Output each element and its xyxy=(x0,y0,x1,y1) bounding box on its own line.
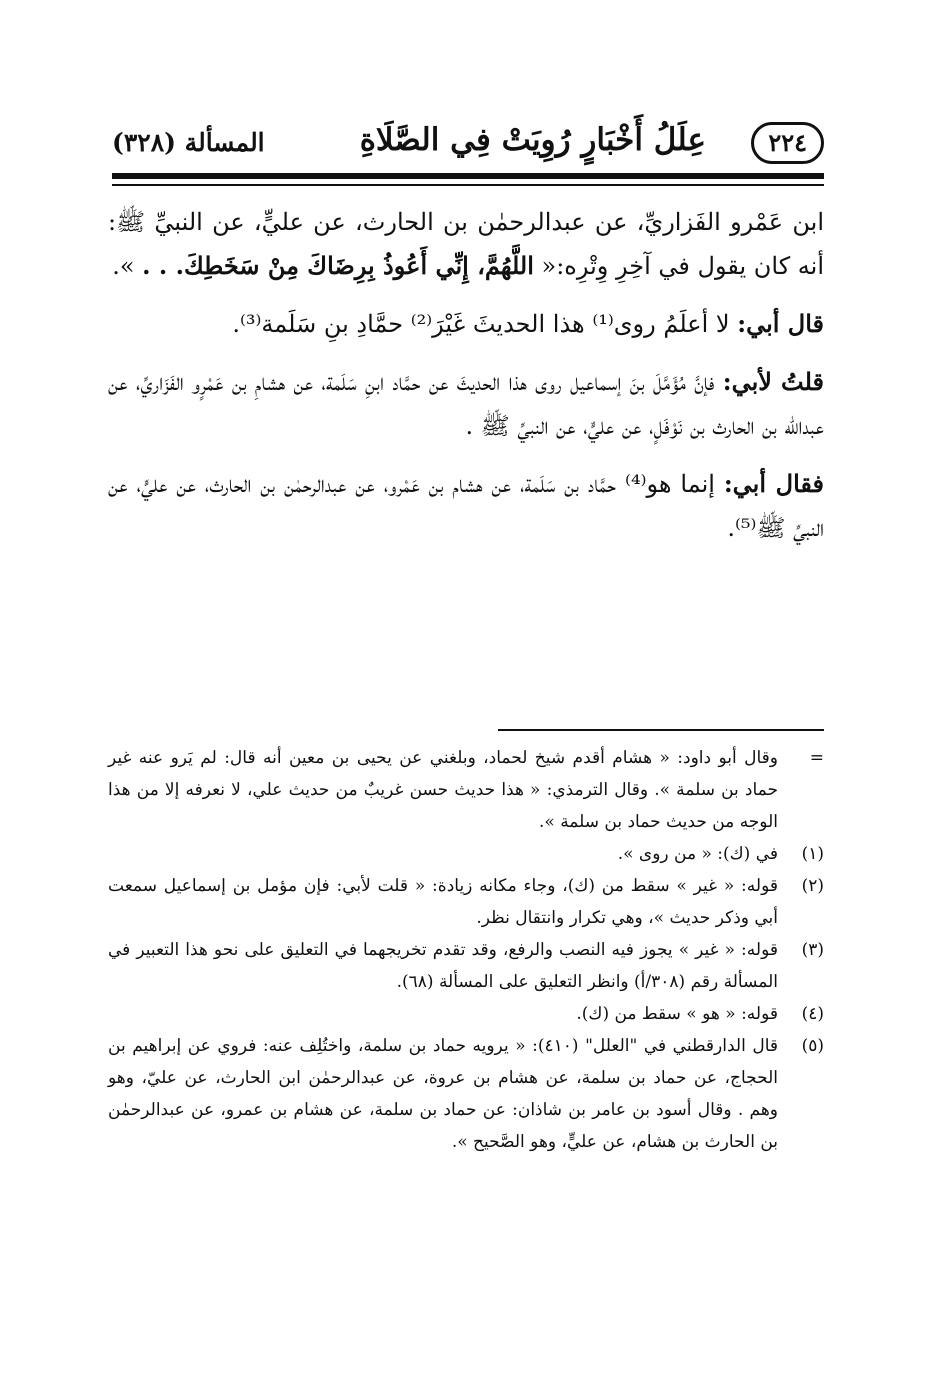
running-header xyxy=(112,118,824,170)
paragraph-3 xyxy=(108,360,824,448)
paragraph-4 xyxy=(108,462,824,550)
paragraph-3-text: فإنَّ مُؤَمَّلَ بنَ إسماعيل روى هذا الحديثَ عن حمَّاد ابنِ سَلَمة، عن هشامِ بن عَمْرٍو الفَزَاريِّ، عن عبدالله بن الحارث بن نَوْفَلٍ، عن عليٍّ، عن النبيِّ ﷺ . xyxy=(108,368,824,440)
footnote-mark: (١) xyxy=(801,844,824,864)
footnote-text: في (ك): « من روى ». xyxy=(617,844,778,864)
speaker-label: قال أبي: xyxy=(737,309,824,338)
paragraph-1-text: ابن عَمْرو الفَزاريِّ، عن عبدالرحمٰن بن الحارث، عن عليٍّ، عن النبيِّ ﷺ: أنه كان يقول في آخِرِ وِتْرِه:« xyxy=(108,208,824,280)
paragraph-2 xyxy=(108,302,824,346)
footnote-mark: (٥) xyxy=(801,1036,824,1056)
paragraph-1 xyxy=(108,200,824,288)
footnote-text: وقال أبو داود: « هشام أقدم شيخ لحماد، وبلغني عن يحيى بن معين أنه قال: لم يَرو عنه غير حماد بن سلمة ». وقال الترمذي: « هذا حديث حسن غريبٌ من حديث علي، لا نعرفه إلا من هذا الوجه من حديث حماد بن سلمة ». xyxy=(108,748,778,832)
footnote-3 xyxy=(108,934,824,998)
prayer-quote: اللَّهُمَّ، إِنِّي أَعُوذُ بِرِضَاكَ مِنْ سَخَطِكَ. . . xyxy=(142,251,534,280)
main-text xyxy=(108,200,824,564)
header-rule-thick xyxy=(112,173,824,179)
footnote-1 xyxy=(108,838,824,870)
paragraph-2-text: لا أعلَمُ روى⁽¹⁾ هذا الحديثَ غَيْرَ⁽²⁾ حمَّادِ بنِ سَلَمة⁽³⁾. xyxy=(232,310,738,338)
footnote-text: قال الدارقطني في "العلل" (٤١٠): « يرويه حماد بن سلمة، واختُلِف عنه: فروي عن إبراهيم بن الحجاج، عن حماد بن سلمة، عن هشام بن عروة، عن عبدالرحمٰن ابن الحارث، عن عليّ، وهو وهم . وقال أسود بن عامر بن شاذان: عن حماد بن سلمة، عن هشام بن عمرو، عن عبدالرحمٰن بن الحارث بن هشام، عن عليٍّ، وهو الصَّحيح ». xyxy=(108,1036,778,1152)
footnote-mark: (٣) xyxy=(801,940,824,960)
book-title: عِلَلُ أَخْبَارٍ رُوِيَتْ فِي الصَّلَاةِ xyxy=(359,122,706,158)
footnote-mark: (٤) xyxy=(801,1004,824,1024)
footnote-mark: = xyxy=(809,748,824,768)
paragraph-4-text: إنما هو⁽⁴⁾ حمَّاد بن سَلَمة، عن هشام بن عَمْرو، عن عبدالرحمٰن بن الحارث، عن عليٍّ، عن النبيِّ ﷺ⁽⁵⁾. xyxy=(108,470,824,542)
footnotes xyxy=(108,742,824,1158)
footnote-text: قوله: « غير » سقط من (ك)، وجاء مكانه زيادة: « قلت لأبي: فإن مؤمل بن إسماعيل سمعت أبي وذكر حديث »، وهي تكرار وانتقال نظر. xyxy=(108,876,778,928)
speaker-label: قلتُ لأبي: xyxy=(722,367,825,396)
footnote-mark: (٢) xyxy=(801,876,824,896)
footnote-5 xyxy=(108,1030,824,1158)
footnote-text: قوله: « هو » سقط من (ك). xyxy=(576,1004,778,1024)
header-rule-thin xyxy=(112,184,824,186)
footnote-2 xyxy=(108,870,824,934)
paragraph-1-end: ». xyxy=(112,252,143,280)
issue-label: المسألة (٣٢٨) xyxy=(112,128,265,157)
footnote-text: قوله: « غير » يجوز فيه النصب والرفع، وقد تقدم تخريجهما في التعليق على نحو هذا التعبير في المسألة رقم (٣٠٨/أ) وانظر التعليق على المسألة (٦٨). xyxy=(108,940,778,992)
page-number: ٢٢٤ xyxy=(751,122,824,164)
footnote-separator xyxy=(498,729,824,731)
footnote-4 xyxy=(108,998,824,1030)
footnote-continuation xyxy=(108,742,824,838)
speaker-label: فقال أبي: xyxy=(723,469,824,498)
